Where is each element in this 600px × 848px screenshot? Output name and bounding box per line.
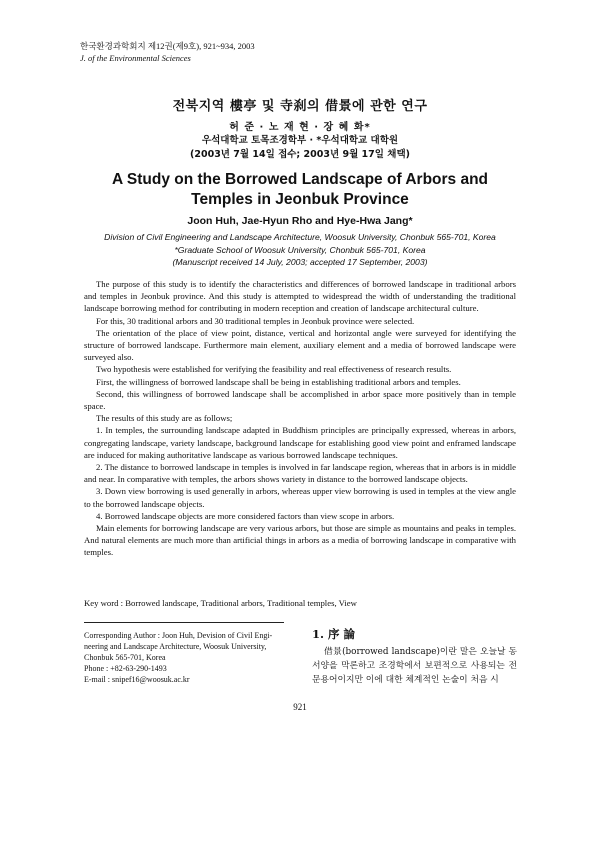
abstract-paragraph: Second, this willingness of borrowed landscape shall be accomplished in arbor space more positively than in temple space. <box>84 388 516 412</box>
english-affiliation-2: *Graduate School of Woosuk University, Chonbuk 565-701, Korea <box>174 244 426 255</box>
footnote-email: E-mail : snipef16@woosuk.ac.kr <box>84 675 190 684</box>
corresponding-author-footnote <box>84 630 294 685</box>
abstract-paragraph: Main elements for borrowing landscape are very various arbors, but those are simple as mountains and peaks in temples. And natural elements are much more than artificial things in arbors as a media of borrowing landscape in comparative with temples. <box>84 523 516 558</box>
section-heading-introduction: 1. 序 論 <box>312 627 356 641</box>
korean-received-date: (2003년 7월 14일 접수; 2003년 9월 17일 채택) <box>190 149 410 160</box>
footnote-divider <box>84 622 284 623</box>
abstract-paragraph: The purpose of this study is to identify the characteristics and differences of borrowed landscape in traditional arbors and temples in Jeonbuk province. And this study is attempted to widespread the width of understanding the traditional landscape borrowing method for contributing in modern reception and creation of landscape architectural culture. <box>84 279 516 314</box>
abstract-paragraph: First, the willingness of borrowed landscape shall be being in establishing traditional arbors and temples. <box>96 376 461 387</box>
korean-affiliation: 우석대학교 토목조경학부 · *우석대학교 대학원 <box>201 135 399 146</box>
english-affiliation-1: Division of Civil Engineering and Landscape Architecture, Woosuk University, Chonbuk 565-701, Korea <box>104 232 496 242</box>
english-authors: Joon Huh, Jae-Hyun Rho and Hye-Hwa Jang* <box>187 215 413 227</box>
journal-english-ref: J. of the Environmental Sciences <box>80 53 191 63</box>
section-paragraph: 借景(borrowed landscape)이란 말은 오늘날 동서양을 막론하고 조경학에서 보편적으로 사용되는 전문용어이지만 이에 대한 체계적인 논술이 처음 시 <box>312 647 517 685</box>
abstract-paragraph: 4. Borrowed landscape objects are more considered factors than view scope in arbors. <box>96 510 395 521</box>
korean-authors: 허 준 · 노 재 현 · 장 혜 화* <box>229 122 371 133</box>
section-body <box>312 645 517 687</box>
abstract-paragraph: For this, 30 traditional arbors and 30 traditional temples in Jeonbuk province were selected. <box>96 315 415 326</box>
english-title <box>60 170 540 210</box>
korean-title: 전북지역 樓亭 및 寺刹의 借景에 관한 연구 <box>172 99 428 114</box>
abstract-paragraph: 3. Down view borrowing is used generally in arbors, whereas upper view borrowing is used in temples at the view angle to the borrowed landscape objects. <box>84 486 516 509</box>
journal-reference <box>80 40 255 64</box>
abstract-paragraph: 2. The distance to borrowed landscape in temples is involved in far landscape region, whereas that in arbors is in middle and near. In comparative with temples, the arbors shows variety in distance to the borrowed landscape objects. <box>84 462 516 485</box>
footnote-phone: Phone : +82-63-290-1493 <box>84 664 167 673</box>
abstract-paragraph: Two hypothesis were established for verifying the feasibility and real effectiveness of research results. <box>96 364 452 375</box>
english-affiliations <box>60 231 540 269</box>
english-title-line1: A Study on the Borrowed Landscape of Arbors and <box>111 171 489 188</box>
journal-korean-ref: 한국환경과학회지 제12권(제9호), 921~934, 2003 <box>80 41 255 51</box>
abstract-paragraph: 1. In temples, the surrounding landscape adapted in Buddhism principles are principally expressed, whereas in arbors, congregating landscape, variety landscape, background landscape for establishing good view point and enframed landscape are induced for making authoritative landscape as various borrowed landscape techniques. <box>84 425 516 460</box>
abstract-paragraph: The results of this study are as follows; <box>96 413 233 424</box>
footnote-line: Corresponding Author : Joon Huh, Devision of Civil Engi- <box>84 631 273 640</box>
footnote-line: neering and Landscape Architecture, Woosuk University, <box>84 642 267 651</box>
abstract <box>84 278 516 559</box>
keywords: Key word : Borrowed landscape, Traditional arbors, Traditional temples, View <box>84 598 357 608</box>
english-title-line2: Temples in Jeonbuk Province <box>191 191 409 208</box>
abstract-paragraph: The orientation of the place of view point, distance, vertical and horizontal angle were surveyed for identifying the structure of borrowed landscape. Furthermore main element, auxiliary element and a media of borrowed landscape were surveyed also. <box>84 327 516 363</box>
footnote-line: Chonbuk 565-701, Korea <box>84 653 166 662</box>
page-number: 921 <box>293 702 307 712</box>
manuscript-dates: (Manuscript received 14 July, 2003; accepted 17 September, 2003) <box>172 257 428 267</box>
